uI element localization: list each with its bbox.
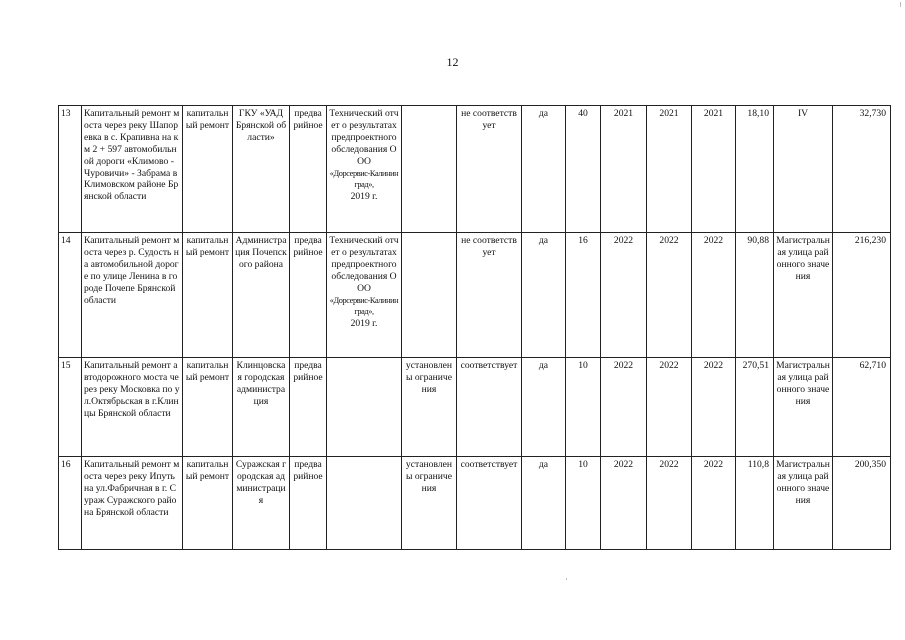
project-title-cell: Капитальный ремонт моста через реку Ипуть на ул.Фабричная в г. Сураж Суражского района Брянской области	[82, 457, 183, 550]
restriction-cell: установлены ограничения	[402, 358, 457, 457]
project-title-cell: Капитальный ремонт моста через реку Шапоревка в с. Крапивна на км 2 + 597 автомобильной дороги «Климово - Чуровичи» - Забрама в Климовском районе Брянской области	[82, 106, 183, 233]
page-number: 12	[446, 55, 459, 69]
flag-cell: да	[522, 106, 566, 233]
table-row	[59, 233, 891, 358]
table-row	[59, 358, 891, 457]
row-number-cell: 15	[59, 358, 82, 457]
year-start-cell: 2022	[601, 457, 647, 550]
table-row	[59, 106, 891, 233]
basis-document-cell	[327, 358, 402, 457]
year-start-cell: 2021	[601, 106, 647, 233]
table-row	[59, 457, 891, 550]
length-cell: 110,8	[736, 457, 774, 550]
basis-document-cell	[327, 457, 402, 550]
cost-cell: 216,230	[833, 233, 891, 358]
cost-cell: 200,350	[833, 457, 891, 550]
flag-cell: да	[522, 233, 566, 358]
category-cell: Магистральная улица районного значения	[774, 358, 833, 457]
basis-main-text: Технический отчет о результатах предпроектного обследования ООО	[329, 108, 399, 167]
basis-note-text: «Дорсервис-Калининград»,	[329, 168, 399, 190]
customer-cell: Администрация Почепского района	[233, 233, 290, 358]
year-start-cell: 2022	[601, 233, 647, 358]
flag-cell: да	[522, 358, 566, 457]
compliance-cell: соответствует	[457, 358, 522, 457]
row-number-cell: 16	[59, 457, 82, 550]
work-type-cell: капитальный ремонт	[183, 106, 233, 233]
work-type-cell: капитальный ремонт	[183, 233, 233, 358]
basis-document-cell	[327, 233, 402, 358]
length-cell: 18,10	[736, 106, 774, 233]
basis-note-text: «Дорсервис-Калининград»,	[329, 295, 399, 317]
year-end-cell: 2022	[647, 233, 692, 358]
restriction-cell	[402, 106, 457, 233]
work-type-cell: капитальный ремонт	[183, 457, 233, 550]
row-number-cell: 13	[59, 106, 82, 233]
year-end-cell: 2022	[647, 457, 692, 550]
project-title-cell: Капитальный ремонт автодорожного моста через реку Московка по ул.Октябрьская в г.Клинцы Брянской области	[82, 358, 183, 457]
year-plan-cell: 2021	[692, 106, 736, 233]
value-cell: 40	[566, 106, 601, 233]
year-end-cell: 2022	[647, 358, 692, 457]
customer-cell: ГКУ «УАД Брянской области»	[233, 106, 290, 233]
year-end-cell: 2021	[647, 106, 692, 233]
stage-cell: предварийное	[290, 233, 327, 358]
stage-cell: предварийное	[290, 106, 327, 233]
year-plan-cell: 2022	[692, 358, 736, 457]
value-cell: 10	[566, 457, 601, 550]
stage-cell: предварийное	[290, 457, 327, 550]
basis-main-text: Технический отчет о результатах предпроектного обследования ООО	[329, 235, 399, 294]
restriction-cell	[402, 233, 457, 358]
flag-cell: да	[522, 457, 566, 550]
basis-document-cell	[327, 106, 402, 233]
customer-cell: Клинцовская городская администрация	[233, 358, 290, 457]
cost-cell: 62,710	[833, 358, 891, 457]
value-cell: 10	[566, 358, 601, 457]
length-cell: 270,51	[736, 358, 774, 457]
category-cell: Магистральная улица районного значения	[774, 233, 833, 358]
work-type-cell: капитальный ремонт	[183, 358, 233, 457]
restriction-cell: установлены ограничения	[402, 457, 457, 550]
length-cell: 90,88	[736, 233, 774, 358]
compliance-cell: не соответствует	[457, 233, 522, 358]
row-number-cell: 14	[59, 233, 82, 358]
category-cell: IV	[774, 106, 833, 233]
compliance-cell: не соответствует	[457, 106, 522, 233]
basis-year-text: 2019 г.	[350, 318, 378, 330]
year-plan-cell: 2022	[692, 233, 736, 358]
projects-table	[58, 105, 891, 550]
project-title-cell: Капитальный ремонт моста через р. Судость на автомобильной дороге по улице Ленина в городе Почепе Брянской области	[82, 233, 183, 358]
customer-cell: Суражская городская администрация	[233, 457, 290, 550]
year-start-cell: 2022	[601, 358, 647, 457]
year-plan-cell: 2022	[692, 457, 736, 550]
value-cell: 16	[566, 233, 601, 358]
category-cell: Магистральная улица районного значения	[774, 457, 833, 550]
basis-year-text: 2019 г.	[350, 191, 378, 203]
compliance-cell: соответствует	[457, 457, 522, 550]
cost-cell: 32,730	[833, 106, 891, 233]
stage-cell: предварийное	[290, 358, 327, 457]
